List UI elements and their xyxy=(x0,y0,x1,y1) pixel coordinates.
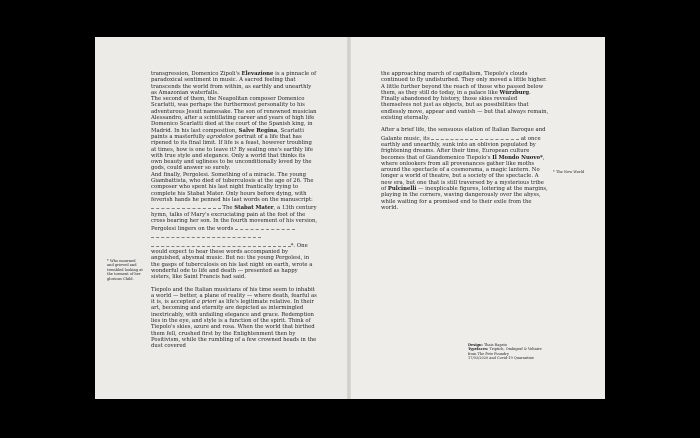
left-page xyxy=(95,37,349,399)
place-name-wurzburg: Würzburg xyxy=(499,89,530,96)
text-run: as life's legitimate relative. In their art, becoming and eternity are depicted as intermingled inextricably, with unfailing elegance and grace. Redemption lies in the eye, and style is a function of the spirit. Think of Tiepolo's skies, azure and rosa. When the world that birthed them fell, crushed first by the Enlightenment then by Positivism, while the rumbling of a few crowned heads in the dust covered xyxy=(151,299,317,350)
text-run: the approaching march of capitalism, Tiepolo's clouds continued to fly undisturbed. They only moved a little higher. A little further beyond the reach of those who passed below them, as they still do today, in a palace like xyxy=(381,71,547,96)
handwritten-quote xyxy=(263,241,291,247)
text-run: Tiepolo and the Italian musicians of his time seem to inhabit a world — better, a plane of reality — where death, fearful as it is, is accepted xyxy=(151,286,317,306)
right-marginal-note: * The New World xyxy=(553,170,585,174)
text-run: After a brief life, the sensuous elation of Italian Baroque and Galante music, its xyxy=(381,127,546,142)
right-page xyxy=(349,37,605,399)
italic-term: agrodolce xyxy=(206,133,234,140)
handwritten-word xyxy=(431,134,473,140)
italic-term: a priori xyxy=(196,299,217,306)
handwritten-quote xyxy=(151,241,261,247)
text-run: , Scarlatti paints a masterfully xyxy=(151,127,304,140)
left-footnote: * Who mourned and grieved and trembled looking at the torment of her glorious Child. xyxy=(107,259,143,281)
design-credit: Design: Thais Rapsto xyxy=(468,343,508,347)
book-spread xyxy=(95,37,605,399)
work-title-stabat-mater: Stabat Mater xyxy=(234,205,274,212)
left-paragraph-2 xyxy=(151,287,318,350)
text-run: portrait of a life that has ripened to its final limit. If life is a feast, however troubling at times, how is one to leave it? By sealing one's earthly life with true style and elegance. Only a world that thinks its own beauty and ugliness to be unconditionally loved by the gods, could answer so surely. xyxy=(151,133,314,172)
text-run: — inexplicable figures, loitering at the margins, playing in the corners, waving dangerously over the abyss, while waiting for a promised end to their exile from the world. xyxy=(381,186,548,211)
text-run: . Finally abandoned by history, those skies revealed themselves not just as objects, but as possibilities that endlessly move, appear and vanish — but that always remain, existing eternally. xyxy=(381,89,549,122)
work-title-elevazione: Elevazione xyxy=(241,71,274,77)
text-run: The second of them, the Neapolitan composer Domenico Scarlatti, was perhaps the furthermost personality to his adventurous Jesuit namesake. The son of renowned musician Alessandro, after a scintillating career and years of high life Domenico Scarlatti died at the court of the Spanish king, in Madrid. In his last composition, xyxy=(151,96,317,134)
handwritten-inscription xyxy=(151,203,211,209)
left-paragraph-1 xyxy=(151,71,318,281)
handwritten-word xyxy=(475,134,519,140)
text-run: *. One would expect to hear these words accompanied by anguished, abysmal music. But no: the young Pergolesi, in the gasps of tuberculosis on his last night on earth, wrote a wonderful ode to life and death — presented as happy sisters, like Saint Francis had said. xyxy=(151,242,313,281)
book-gutter xyxy=(347,37,351,399)
typefaces-credit: Typefaces: Triptich, Ombigraf & Voltaire from The Pete Foundry xyxy=(468,347,542,356)
right-paragraph-2 xyxy=(381,127,549,211)
term-pulcinelli: Pulcinelli xyxy=(387,186,417,193)
text-run: at once earthly and unearthly, sunk into an oblivion populated by frightening dreams. After their time, European culture becomes that of Giandomenico Tiepolo's xyxy=(381,135,541,161)
text-run: The xyxy=(220,205,235,212)
left-text-column xyxy=(151,71,318,349)
work-title-il-mondo-nuovo: Il Mondo Nuovo* xyxy=(492,154,543,161)
colophon xyxy=(468,343,546,360)
text-run: , where onlookers from all provenances gather like moths around the spectacle of a cosmorama, a magic lantern. No longer a world of theatre, but a society of the spectacle. A new era, but one that is still traversed by a mysterious tribe of xyxy=(381,154,545,193)
handwritten-inscription xyxy=(213,203,221,209)
text-run: is a pinnacle of paradoxical sentiment in music. A sacred feeling that transcends the world from within, as earthly and unearthly as Amazonian waterfalls. xyxy=(151,71,317,96)
date-credit: 17/03/2020 and Covid-19 Quarantine xyxy=(468,355,534,360)
handwritten-quote xyxy=(151,232,261,238)
text-run: And finally, Pergolesi. Something of a miracle. The young Giambattista, who died of tuberculosis at the age of 26. The composer who spent his last night frantically trying to complete his Stabat Mater. Only hours before dying, with feverish hands he penned his last words on the manuscript: xyxy=(151,171,314,203)
text-run: , a 13th century hymn, talks of Mary's excruciating pain at the foot of the cross bearing her son. In the fourth movement of his version, Pergolesi lingers on the words xyxy=(151,205,318,233)
work-title-salve-regina: Salve Regina xyxy=(238,127,278,134)
right-text-column xyxy=(381,71,549,211)
text-run: transgression, Domenico Zipoli's xyxy=(151,71,242,77)
handwritten-quote xyxy=(235,224,295,230)
right-paragraph-1 xyxy=(381,71,549,121)
